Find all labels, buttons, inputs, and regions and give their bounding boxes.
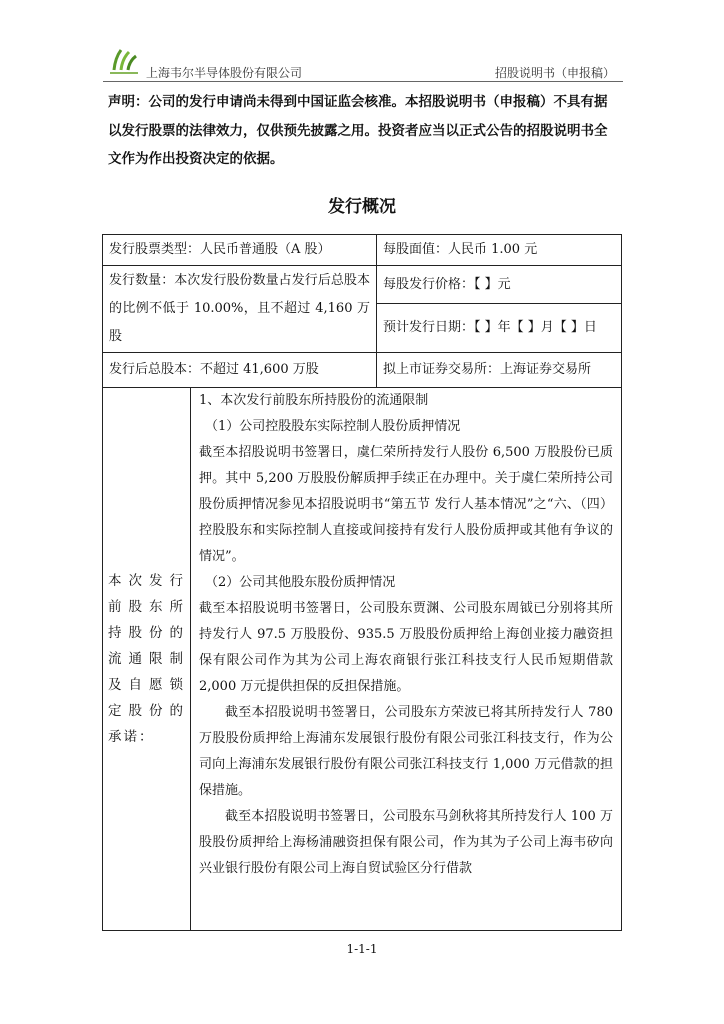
company-name: 上海韦尔半导体股份有限公司 [146, 66, 303, 80]
par-value-cell: 每股面值：人民币 1.00 元 [377, 235, 622, 266]
commitment-detail-cell [191, 388, 622, 931]
section-title: 发行概况 [328, 197, 396, 217]
table-row [103, 266, 622, 304]
header-divider [103, 81, 623, 82]
paragraph-controlling-pledge: 截至本招股说明书签署日，虞仁荣所持发行人股份 6,500 万股股份已质押。其中 5,200 万股股份解质押手续正在办理中。关于虞仁荣所持公司股份质押情况参见本招股说明书“第五节 发行人基本情况”之“六、（四）控股股东和实际控制人直接或间接持有发行人股份质押或其他有争议的情况”。 [199, 445, 613, 564]
subheading-controlling-shareholder: （1）公司控股股东实际控制人股份质押情况 [205, 419, 461, 434]
paragraph-jia-zhou-pledge: 截至本招股说明书签署日，公司股东贾渊、公司股东周钺已分别将其所持发行人 97.5 万股股份、935.5 万股股份质押给上海创业接力融资担保有限公司作为其为公司上海农商银行张江科技支行人民币短期借款 2,000 万元提供担保的反担保措施。 [199, 601, 613, 694]
commitment-heading: 1、本次发行前股东所持股份的流通限制 [199, 393, 429, 408]
issue-date-cell: 预计发行日期：【 】年【 】月【 】日 [377, 304, 622, 353]
issue-price-cell: 每股发行价格：【 】元 [377, 266, 622, 304]
total-shares-cell: 发行后总股本：不超过 41,600 万股 [103, 353, 377, 388]
document-title: 招股说明书（申报稿） [494, 66, 615, 80]
page-number: 1-1-1 [346, 942, 378, 956]
declaration-text: 声明：公司的发行申请尚未得到中国证监会核准。本招股说明书（申报稿）不具有据以发行股票的法律效力，仅供预先披露之用。投资者应当以正式公告的招股说明书全文作为作出投资决定的依据。 [108, 94, 608, 167]
table-row [103, 388, 622, 931]
commitment-label-cell: 本次发行前股东所持股份的流通限制及自愿锁定股份的承诺： [103, 388, 191, 931]
paragraph-ma-pledge: 截至本招股说明书签署日，公司股东马剑秋将其所持发行人 100 万股股份质押给上海杨浦融资担保有限公司，作为其为子公司上海韦矽向兴业银行股份有限公司上海自贸试验区分行借款 [199, 809, 613, 876]
paragraph-fang-pledge: 截至本招股说明书签署日，公司股东方荣波已将其所持发行人 780 万股股份质押给上海浦东发展银行股份有限公司张江科技支行，作为公司向上海浦东发展银行股份有限公司张江科技支行 1,000 万元借款的担保措施。 [199, 705, 613, 798]
issuance-overview-table [102, 234, 622, 931]
company-logo-icon [106, 46, 142, 76]
exchange-cell: 拟上市证券交易所：上海证券交易所 [377, 353, 622, 388]
stock-type-cell: 发行股票类型：人民币普通股（A 股） [103, 235, 377, 266]
subheading-other-shareholders: （2）公司其他股东股份质押情况 [205, 575, 396, 590]
table-row [103, 235, 622, 266]
issue-quantity-cell: 发行数量：本次发行股份数量占发行后总股本的比例不低于 10.00%，且不超过 4,160 万股 [103, 266, 377, 353]
page-header [103, 44, 623, 84]
table-row [103, 353, 622, 388]
